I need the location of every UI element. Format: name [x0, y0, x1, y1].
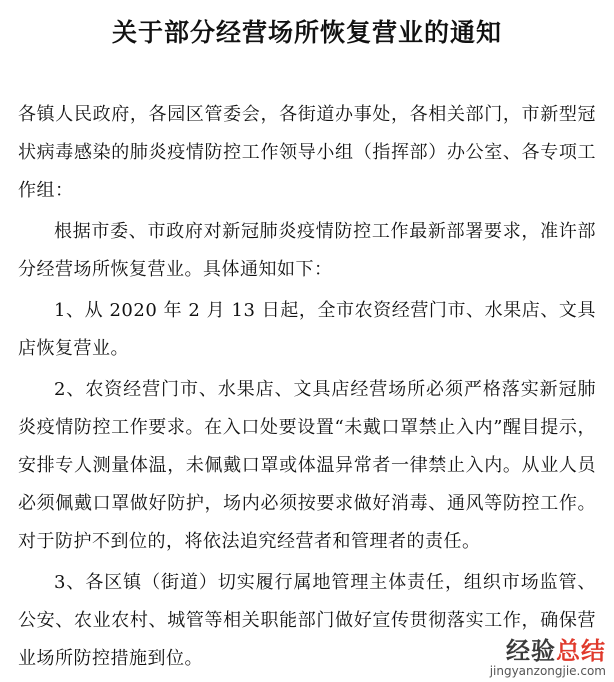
salutation-paragraph: 各镇人民政府，各园区管委会，各街道办事处，各相关部门，市新型冠状病毒感染的肺炎疫情防控工作领导小组（指挥部）办公室、各专项工作组： — [18, 104, 596, 201]
watermark-logo-part2: 总结 — [556, 637, 606, 665]
document-title: 关于部分经营场所恢复营业的通知 — [111, 18, 502, 47]
intro-paragraph: 根据市委、市政府对新冠肺炎疫情防控工作最新部署要求，准许部分经营场所恢复营业。具体通知如下： — [18, 221, 596, 280]
item-2-paragraph: 2、农资经营门市、水果店、文具店经营场所必须严格落实新冠肺炎疫情防控工作要求。在入口处要设置“未戴口罩禁止入内”醒目提示，安排专人测量体温，未佩戴口罩或体温异常者一律禁止入内。从业人员必须佩戴口罩做好防护，场内必须按要求做好消毒、通风等防控工作。对于防护不到位的，将依法追究经营者和管理者的责任。 — [18, 379, 596, 552]
watermark-logo — [490, 638, 606, 664]
watermark-logo-part1: 经验 — [506, 637, 556, 665]
item-3-paragraph: 3、各区镇（街道）切实履行属地管理主体责任，组织市场监管、公安、农业农村、城管等相关职能部门做好宣传贯彻落实工作，确保营业场所防控措施到位。 — [18, 572, 596, 669]
watermark-url: jingyanzongjie.com — [489, 664, 606, 678]
document-body — [18, 96, 596, 678]
site-watermark — [490, 638, 606, 678]
item-1-paragraph: 1、从 2020 年 2 月 13 日起，全市农资经营门市、水果店、文具店恢复营业。 — [18, 300, 596, 359]
